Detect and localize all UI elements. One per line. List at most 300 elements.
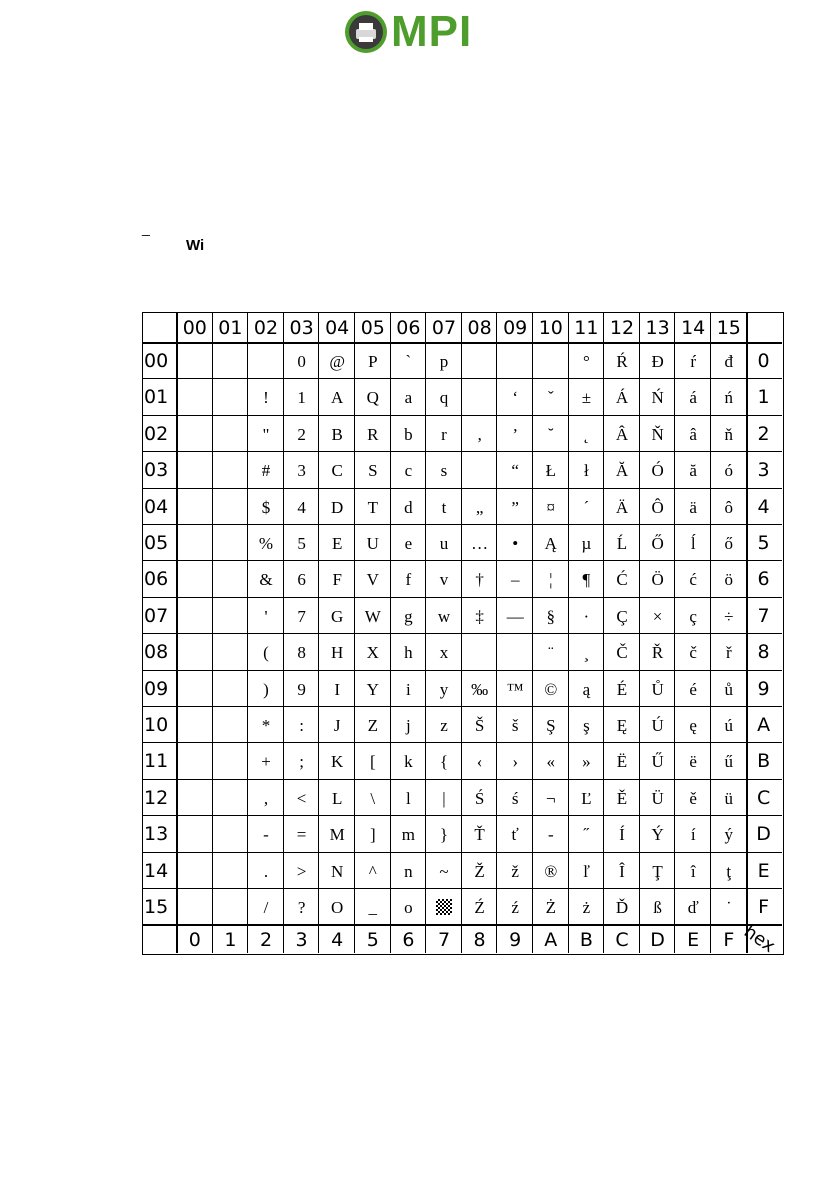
char-cell: I <box>334 679 341 699</box>
char-cell: N <box>331 861 344 881</box>
char-cell: } <box>439 825 449 845</box>
char-cell: × <box>652 606 663 626</box>
char-cell <box>177 343 213 379</box>
char-cell: V <box>366 570 379 590</box>
char-cell: 6 <box>297 570 306 590</box>
char-cell: ß <box>653 898 662 917</box>
char-cell: s <box>440 461 448 481</box>
hex-row-header: 1 <box>757 386 770 409</box>
char-cell: ¬ <box>546 788 556 808</box>
char-cell: d <box>404 497 413 517</box>
hex-row-header: F <box>758 896 770 918</box>
char-cell: o <box>404 898 413 917</box>
char-cell <box>213 707 249 743</box>
char-cell: ç <box>689 606 697 626</box>
char-cell: “ <box>511 461 519 481</box>
hex-column-header: 8 <box>473 929 486 951</box>
char-cell: Č <box>616 643 628 663</box>
column-header: 06 <box>396 317 421 339</box>
char-cell: p <box>439 352 449 371</box>
char-cell: í <box>690 825 696 845</box>
char-cell: î <box>690 861 696 881</box>
char-cell: » <box>582 752 591 772</box>
grid-hline <box>143 815 782 816</box>
row-header: 11 <box>144 750 169 773</box>
char-cell: Ť <box>474 825 485 845</box>
char-cell <box>213 561 249 597</box>
char-cell <box>177 416 213 452</box>
shade-block-icon <box>436 899 452 915</box>
char-cell <box>213 743 249 779</box>
char-cell: « <box>546 752 556 772</box>
char-cell: F <box>332 570 342 590</box>
char-cell: É <box>616 679 628 699</box>
char-cell: č <box>689 643 697 663</box>
char-cell: ű <box>724 752 734 772</box>
char-cell: + <box>261 752 271 772</box>
char-cell: Ć <box>616 570 628 590</box>
char-cell: † <box>475 570 484 590</box>
hex-row-header: 8 <box>757 641 770 664</box>
char-cell: > <box>296 861 307 881</box>
hex-column-header: 0 <box>188 929 201 951</box>
char-cell: ó <box>724 461 734 481</box>
char-cell: Z <box>367 716 378 735</box>
char-cell: 2 <box>297 424 306 444</box>
char-cell: Y <box>366 679 379 699</box>
char-cell: ÷ <box>724 606 734 626</box>
hex-column-header: 1 <box>224 929 237 951</box>
char-cell: : <box>299 716 304 735</box>
char-cell: ‰ <box>471 679 489 699</box>
char-cell <box>177 707 213 743</box>
grid-hline <box>143 670 782 671</box>
char-cell: Â <box>615 424 629 444</box>
section-heading: Wi <box>186 237 205 254</box>
char-cell: U <box>366 534 379 553</box>
char-cell: Ü <box>651 788 664 808</box>
hex-column-header: B <box>579 929 593 951</box>
char-cell: š <box>511 716 519 735</box>
char-cell: [ <box>369 752 376 772</box>
char-cell: T <box>367 497 378 517</box>
char-cell: b <box>404 424 413 444</box>
row-header: 08 <box>144 641 169 664</box>
row-header: 10 <box>144 714 169 736</box>
grid-hline <box>143 488 782 489</box>
char-cell <box>177 452 213 488</box>
char-cell: ý <box>724 825 734 845</box>
char-cell: 4 <box>297 497 306 517</box>
char-cell: Ý <box>651 825 664 845</box>
row-header: 07 <box>144 604 169 627</box>
char-cell: Ń <box>651 388 664 408</box>
char-cell: Ď <box>615 898 629 917</box>
hex-row-header: B <box>757 750 771 773</box>
char-cell: Ë <box>616 752 628 772</box>
grid-hline <box>143 888 782 889</box>
char-cell: 7 <box>297 606 306 626</box>
hex-row-header: 3 <box>757 459 770 482</box>
hex-row-header: A <box>757 714 771 736</box>
row-header: 13 <box>144 823 169 846</box>
char-cell: . <box>263 861 269 881</box>
char-cell: 1 <box>297 388 306 408</box>
char-cell: ł <box>584 461 589 481</box>
char-cell: ľ <box>582 861 590 881</box>
char-cell: Ő <box>651 534 664 553</box>
row-header: 12 <box>144 786 169 809</box>
char-cell: h <box>404 643 413 663</box>
row-header: 15 <box>144 896 169 918</box>
char-cell <box>177 853 213 889</box>
char-cell: ˇ <box>547 388 554 408</box>
char-cell: R <box>367 424 379 444</box>
char-cell: á <box>689 388 697 408</box>
char-cell: H <box>331 643 344 663</box>
char-cell <box>426 889 462 925</box>
char-cell <box>462 379 498 415</box>
char-cell: Ż <box>545 898 556 917</box>
char-cell: Ź <box>474 898 485 917</box>
char-cell: ť <box>511 825 519 845</box>
char-cell: a <box>404 388 413 408</box>
hex-row-header: C <box>756 786 771 809</box>
column-header: 07 <box>431 317 457 339</box>
char-cell: m <box>401 825 415 845</box>
char-cell: k <box>404 752 413 772</box>
char-cell: 5 <box>297 534 306 553</box>
column-header: 01 <box>218 317 243 339</box>
char-cell: ! <box>263 388 269 408</box>
char-cell <box>177 634 213 670</box>
char-cell: „ <box>475 497 484 517</box>
hex-row-header: 2 <box>757 422 770 445</box>
char-cell: Ű <box>651 752 664 772</box>
char-cell: v <box>439 570 449 590</box>
char-cell <box>177 525 213 561</box>
char-cell: Ç <box>616 606 628 626</box>
char-cell: , <box>263 788 269 808</box>
char-cell: x <box>439 643 449 663</box>
char-cell: ń <box>724 388 734 408</box>
char-cell: ° <box>582 352 590 371</box>
char-cell: › <box>512 752 519 772</box>
char-cell: B <box>331 424 343 444</box>
hex-row-header: 4 <box>757 495 770 518</box>
char-cell: j <box>406 716 411 735</box>
hex-column-header: 9 <box>509 929 522 951</box>
row-header: 03 <box>144 459 169 482</box>
column-header: 08 <box>467 317 492 339</box>
char-cell: ő <box>724 534 734 553</box>
char-cell: Ž <box>474 861 485 881</box>
hex-row-header: 5 <box>757 532 770 554</box>
char-cell <box>213 671 249 707</box>
char-cell: Ů <box>651 679 664 699</box>
row-header: 04 <box>144 495 169 518</box>
row-header: 01 <box>144 386 169 409</box>
hex-column-header: F <box>723 929 735 951</box>
char-cell: O <box>331 898 344 917</box>
char-cell: u <box>439 534 449 553</box>
column-header: 11 <box>574 317 599 339</box>
char-cell: § <box>546 606 556 626</box>
char-cell: / <box>263 898 269 917</box>
mpi-logo <box>344 7 500 56</box>
row-header: 00 <box>144 350 169 372</box>
char-cell: ć <box>689 570 697 590</box>
char-cell <box>248 343 284 379</box>
char-cell: % <box>258 534 274 553</box>
char-cell: đ <box>724 352 734 371</box>
char-cell: ż <box>582 898 591 917</box>
char-cell: Đ <box>651 352 664 371</box>
char-cell: $ <box>261 497 271 517</box>
char-cell: Ô <box>651 497 664 517</box>
char-cell: ˛ <box>583 424 590 444</box>
grid-hline <box>143 378 782 379</box>
char-cell: — <box>506 606 524 626</box>
char-cell: ¤ <box>546 497 556 517</box>
char-cell <box>177 743 213 779</box>
char-cell: Ř <box>651 643 664 663</box>
char-cell: # <box>261 461 271 481</box>
hex-note: hex <box>739 921 779 958</box>
char-cell: ź <box>511 898 519 917</box>
char-cell: L <box>331 788 343 808</box>
char-cell: ‚ <box>476 424 483 444</box>
char-cell: • <box>512 534 519 553</box>
char-cell: E <box>331 534 343 553</box>
char-cell <box>213 889 249 925</box>
hex-row-header: 6 <box>757 568 770 591</box>
char-cell: ¦ <box>549 570 553 590</box>
char-cell <box>213 525 249 561</box>
char-cell: ď <box>687 898 699 917</box>
char-cell: & <box>259 570 273 590</box>
char-cell: ¸ <box>583 643 590 663</box>
grid-hline <box>143 415 782 416</box>
char-cell: W <box>364 606 381 626</box>
hex-column-header: 2 <box>259 929 273 951</box>
char-cell: _ <box>368 898 378 917</box>
char-cell: l <box>406 788 411 808</box>
hex-row-header: D <box>756 823 771 846</box>
char-cell: Ą <box>544 534 557 553</box>
char-cell: Q <box>366 388 379 408</box>
row-header: 09 <box>144 677 169 700</box>
char-cell: Ţ <box>652 861 663 881</box>
char-cell: ĺ <box>690 534 696 553</box>
grid-hline <box>143 524 782 525</box>
grid-hline <box>143 342 782 344</box>
char-cell: ú <box>724 716 734 735</box>
hex-row-header: 7 <box>757 604 770 627</box>
column-header: 12 <box>609 317 635 339</box>
char-cell: Ň <box>651 424 664 444</box>
char-cell: " <box>262 424 270 444</box>
char-cell: Ě <box>616 788 628 808</box>
char-cell <box>177 379 213 415</box>
char-cell: ] <box>369 825 376 845</box>
grid-hline <box>143 742 782 743</box>
char-cell <box>213 853 249 889</box>
grid-hline <box>143 706 782 707</box>
char-cell: ˝ <box>583 825 590 845</box>
char-cell <box>213 452 249 488</box>
char-cell: g <box>404 606 413 626</box>
char-cell: ˘ <box>547 424 554 444</box>
char-cell: c <box>404 461 413 481</box>
char-cell: ř <box>725 643 732 663</box>
char-cell: ă <box>689 461 697 481</box>
char-cell: z <box>440 716 448 735</box>
char-cell: = <box>296 825 307 845</box>
char-cell: 8 <box>297 643 306 663</box>
char-cell <box>213 416 249 452</box>
hex-column-header: 4 <box>331 929 344 951</box>
char-cell: 3 <box>297 461 306 481</box>
char-cell: - <box>263 825 269 845</box>
char-cell: C <box>331 461 343 481</box>
char-cell: Ľ <box>581 788 592 808</box>
char-cell: Ă <box>615 461 629 481</box>
char-cell: Ó <box>651 461 664 481</box>
char-cell <box>497 634 533 670</box>
char-cell: µ <box>581 534 592 553</box>
char-cell: ë <box>689 752 697 772</box>
char-cell: \ <box>370 788 376 808</box>
row-header: 02 <box>144 422 169 445</box>
grid-hline <box>143 633 782 634</box>
char-cell: ş <box>583 716 590 735</box>
char-cell: ţ <box>726 861 732 881</box>
char-cell: â <box>689 424 697 444</box>
hex-row-header: E <box>757 859 770 882</box>
column-header: 05 <box>360 317 385 339</box>
hex-column-header: D <box>650 929 665 951</box>
column-header: 09 <box>503 317 528 339</box>
char-cell: ~ <box>439 861 449 881</box>
char-cell: M <box>329 825 345 845</box>
char-cell: q <box>439 388 449 408</box>
char-cell: e <box>404 534 413 553</box>
hex-column-header: 7 <box>437 929 451 951</box>
char-cell: ś <box>511 788 519 808</box>
char-cell <box>462 343 498 379</box>
char-cell: y <box>439 679 449 699</box>
hex-column-header: C <box>615 929 629 951</box>
row-header: 14 <box>144 859 169 882</box>
char-cell: ŕ <box>690 352 697 371</box>
char-cell: ; <box>299 752 304 772</box>
char-cell: ' <box>264 606 268 626</box>
char-cell: ± <box>581 388 592 408</box>
char-cell <box>213 343 249 379</box>
char-cell: < <box>296 788 307 808</box>
char-cell: ’ <box>512 424 519 444</box>
char-cell: ä <box>689 497 697 517</box>
char-cell <box>533 343 569 379</box>
row-header: 05 <box>144 532 169 554</box>
char-cell: Ú <box>651 716 664 735</box>
char-cell: Î <box>619 861 625 881</box>
char-cell: ™ <box>506 679 524 699</box>
column-header: 14 <box>681 317 706 339</box>
char-cell: ˙ <box>725 898 732 917</box>
hex-column-header: 6 <box>402 929 415 951</box>
char-cell: K <box>331 752 344 772</box>
char-cell: ¶ <box>582 570 591 590</box>
dash-marker: _ <box>142 220 150 236</box>
char-cell: X <box>366 643 379 663</box>
char-cell <box>177 561 213 597</box>
char-cell: ö <box>724 570 734 590</box>
char-cell: ž <box>511 861 519 881</box>
char-cell: ) <box>263 679 269 699</box>
char-cell <box>462 634 498 670</box>
hex-column-header: 3 <box>295 929 308 951</box>
char-cell <box>213 379 249 415</box>
char-cell: Ł <box>545 461 556 481</box>
char-cell: Ś <box>474 788 485 808</box>
char-cell: ě <box>689 788 697 808</box>
char-cell: ‹ <box>476 752 483 772</box>
char-cell: * <box>261 716 271 735</box>
char-cell: ů <box>724 679 734 699</box>
grid-hline <box>143 451 782 452</box>
char-cell <box>213 634 249 670</box>
grid-hline <box>143 597 782 598</box>
char-cell: ‡ <box>475 606 484 626</box>
column-header: 00 <box>182 317 207 339</box>
column-header: 04 <box>325 317 350 339</box>
grid-hline <box>143 852 782 853</box>
char-cell: ” <box>511 497 519 517</box>
hex-row-header: 0 <box>757 350 770 372</box>
char-cell: ę <box>689 716 697 735</box>
char-cell: f <box>405 570 412 590</box>
char-cell: ` <box>405 352 412 371</box>
char-cell: Í <box>619 825 625 845</box>
char-cell: @ <box>329 352 346 371</box>
char-cell: 0 <box>297 352 306 371</box>
char-cell: ô <box>724 497 734 517</box>
char-cell <box>213 816 249 852</box>
char-cell: i <box>406 679 411 699</box>
char-cell <box>177 889 213 925</box>
logo-text: MPI <box>391 7 473 56</box>
char-cell: | <box>442 788 446 808</box>
char-cell: … <box>471 534 489 553</box>
char-cell: ® <box>544 861 558 881</box>
char-cell: w <box>437 606 451 626</box>
char-cell: { <box>439 752 449 772</box>
char-cell: r <box>441 424 447 444</box>
char-cell <box>177 671 213 707</box>
char-cell: Ĺ <box>616 534 628 553</box>
char-cell: Ę <box>616 716 628 735</box>
hex-column-header: E <box>687 929 700 951</box>
char-cell <box>497 343 533 379</box>
char-cell: © <box>544 679 558 699</box>
char-cell <box>462 452 498 488</box>
char-cell: P <box>368 352 378 371</box>
grid-hline <box>143 560 782 561</box>
printer-icon <box>344 10 388 54</box>
char-cell: – <box>510 570 520 590</box>
